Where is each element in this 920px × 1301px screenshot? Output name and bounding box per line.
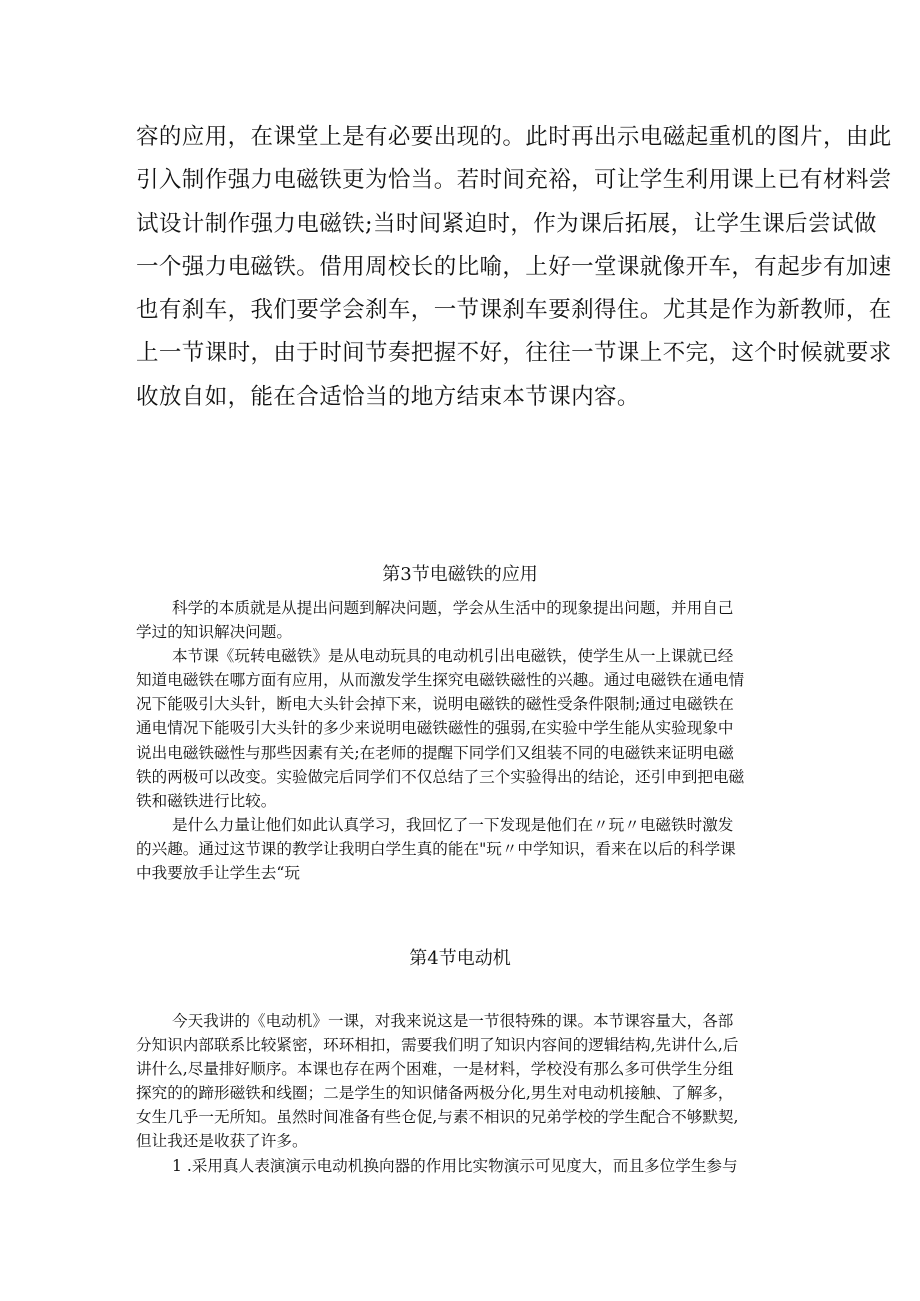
text-line: 铁的两极可以改变。实验做完后同学们不仅总结了三个实验得出的结论，还引申到把电磁 xyxy=(136,767,745,786)
text-line: 今天我讲的《电动机》一课，对我来说这是一节很特殊的课。本节课容量大，各部 xyxy=(172,1012,734,1030)
text-line: 通电情况下能吸引大头针的多少来说明电磁铁磁性的强弱,在实验中学生能从实验现象中 xyxy=(136,719,734,738)
text-line: 一个强力电磁铁。借用周校长的比喻，上好一堂课就像开车，有起步有加速 xyxy=(136,253,892,280)
section-4-title: 第4节电动机 xyxy=(409,948,511,969)
text-line: 1 .采用真人表演演示电动机换向器的作用比实物演示可见度大，而且多位学生参与 xyxy=(172,1156,738,1175)
text-line: 上一节课时，由于时间节奏把握不好，往往一节课上不完，这个时候就要求 xyxy=(136,340,892,367)
text-line: 的兴趣。通过这节课的教学让我明白学生真的能在"玩〃中学知识，看来在以后的科学课 xyxy=(136,839,736,858)
text-line: 是什么力量让他们如此认真学习，我回忆了一下发现是他们在〃玩〃电磁铁时激发 xyxy=(172,815,734,834)
text-line: 引入制作强力电磁铁更为恰当。若时间充裕，可让学生利用课上已有材料尝 xyxy=(136,167,892,194)
text-line: 讲什么,尽量排好顺序。本课也存在两个困难，一是材料，学校没有那么多可供学生分组 xyxy=(136,1060,734,1079)
text-line: 况下能吸引大头针，断电大头针会掉下来，说明电磁铁的磁性受条件限制;通过电磁铁在 xyxy=(136,695,734,714)
section-3-body xyxy=(136,596,796,885)
text-line: 学过的知识解决问题。 xyxy=(136,623,292,642)
text-line: 科学的本质就是从提出问题到解决问题，学会从生活中的现象提出问题，并用自己 xyxy=(172,599,734,617)
text-line: 但让我还是收获了许多。 xyxy=(136,1132,308,1151)
intro-paragraph xyxy=(136,116,892,419)
text-line: 女生几乎一无所知。虽然时间准备有些仓促,与素不相识的兄弟学校的学生配合不够默契, xyxy=(136,1108,739,1127)
text-line: 中我要放手让学生去“玩 xyxy=(136,864,300,883)
text-line: 铁和磁铁进行比较。 xyxy=(136,791,277,810)
section-4-body xyxy=(136,1009,796,1178)
text-line: 说出电磁铁磁性与那些因素有关;在老师的提醒下同学们又组装不同的电磁铁来证明电磁 xyxy=(136,743,734,762)
text-line: 收放自如，能在合适恰当的地方结束本节课内容。 xyxy=(136,383,640,410)
text-line: 试设计制作强力电磁铁;当时间紧迫时，作为课后拓展，让学生课后尝试做 xyxy=(136,210,877,237)
text-line: 知道电磁铁在哪方面有应用，从而激发学生探究电磁铁磁性的兴趣。通过电磁铁在通电情 xyxy=(136,671,745,690)
text-line: 也有刹车，我们要学会刹车，一节课刹车要刹得住。尤其是作为新教师，在 xyxy=(136,297,892,324)
text-line: 本节课《玩转电磁铁》是从电动玩具的电动机引出电磁铁，使学生从一上课就已经 xyxy=(172,647,734,666)
text-line: 探究的的蹄形磁铁和线圈；二是学生的知识储备两极分化,男生对电动机接触、了解多， xyxy=(136,1084,734,1103)
text-line: 容的应用，在课堂上是有必要出现的。此时再出示电磁起重机的图片，由此 xyxy=(136,124,892,150)
text-line: 分知识内部联系比较紧密，环环相扣，需要我们明了知识内容间的逻辑结构,先讲什么,后 xyxy=(136,1036,739,1055)
section-3-title: 第3节电磁铁的应用 xyxy=(382,564,538,585)
